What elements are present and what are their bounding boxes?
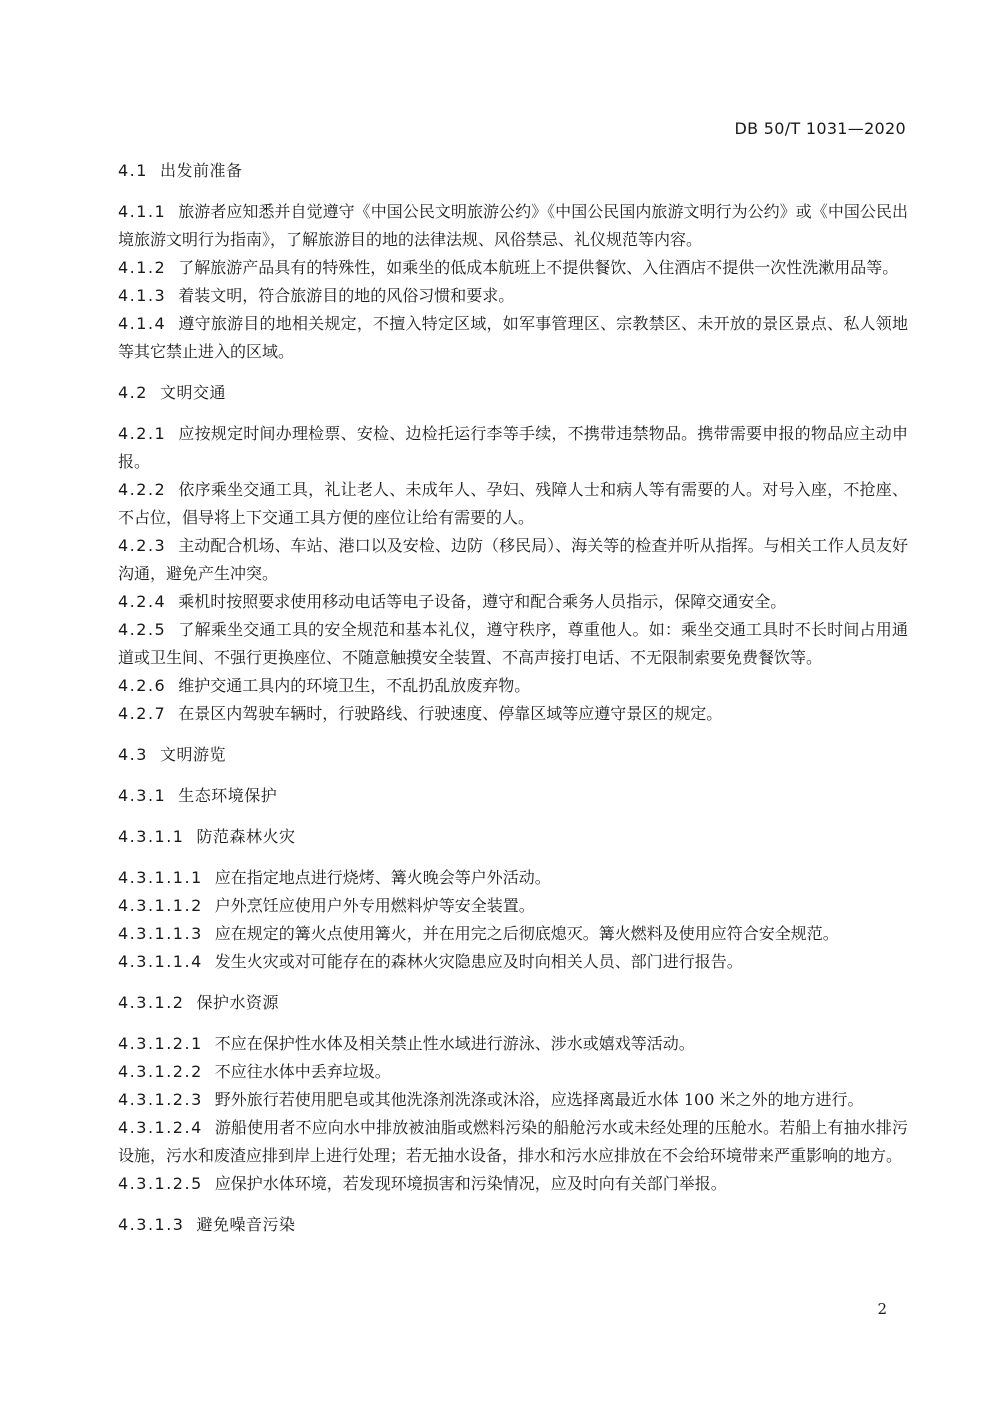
- heading-text: 防范森林火灾: [196, 827, 296, 846]
- clause-number: 4.2.2: [118, 480, 167, 499]
- section-heading: [118, 157, 908, 185]
- heading-text: 避免噪音污染: [196, 1215, 296, 1234]
- document-code: DB 50/T 1031—2020: [734, 119, 906, 138]
- clause-paragraph: [118, 420, 908, 476]
- clause-text: 着装文明，符合旅游目的地的风俗习惯和要求。: [178, 286, 515, 305]
- clause-number: 4.3.1.1.4: [118, 952, 203, 971]
- clause-number: 4.3.1.1.2: [118, 896, 203, 915]
- heading-text: 生态环境保护: [178, 786, 278, 805]
- section-heading: [118, 989, 908, 1017]
- clause-text: 不应在保护性水体及相关禁止性水域进行游泳、涉水或嬉戏等活动。: [214, 1034, 695, 1053]
- clause-paragraph: [118, 588, 908, 616]
- clause-number: 4.1.4: [118, 314, 167, 333]
- clause-paragraph: [118, 672, 908, 700]
- clause-paragraph: [118, 1058, 908, 1086]
- clause-paragraph: [118, 476, 908, 532]
- clause-number: 4.3: [118, 745, 148, 764]
- clause-text: 依序乘坐交通工具，礼让老人、未成年人、孕妇、残障人士和病人等有需要的人。对号入座，不抢座、不占位，倡导将上下交通工具方便的座位让给有需要的人。: [118, 480, 908, 527]
- clause-text: 游船使用者不应向水中排放被油脂或燃料污染的船舱污水或未经处理的压舱水。若船上有抽水排污设施，污水和废渣应排到岸上进行处理；若无抽水设备，排水和污水应排放在不会给环境带来严重影响的地方。: [118, 1118, 908, 1165]
- heading-text: 文明交通: [159, 383, 226, 402]
- clause-text: 发生火灾或对可能存在的森林火灾隐患应及时向相关人员、部门进行报告。: [214, 952, 743, 971]
- clause-text: 乘机时按照要求使用移动电话等电子设备，遵守和配合乘务人员指示，保障交通安全。: [178, 592, 787, 611]
- page-number: 2: [877, 1300, 887, 1318]
- section-heading: [118, 782, 908, 810]
- clause-text: 旅游者应知悉并自觉遵守《中国公民文明旅游公约》《中国公民国内旅游文明行为公约》或《中国公民出境旅游文明行为指南》，了解旅游目的地的法律法规、风俗禁忌、礼仪规范等内容。: [118, 202, 908, 249]
- clause-text: 了解旅游产品具有的特殊性，如乘坐的低成本航班上不提供餐饮、入住酒店不提供一次性洗漱用品等。: [178, 258, 899, 277]
- clause-paragraph: [118, 254, 908, 282]
- clause-number: 4.3.1.2.1: [118, 1034, 203, 1053]
- clause-text: 应在指定地点进行烧烤、篝火晚会等户外活动。: [214, 868, 551, 887]
- clause-text: 维护交通工具内的环境卫生，不乱扔乱放废弃物。: [178, 676, 531, 695]
- clause-number: 4.3.1.2.4: [118, 1118, 203, 1137]
- section-heading: [118, 823, 908, 851]
- clause-number: 4.3.1.2.3: [118, 1090, 203, 1109]
- document-body: [118, 157, 908, 1252]
- section-heading: [118, 379, 908, 407]
- clause-paragraph: [118, 1086, 908, 1114]
- clause-paragraph: [118, 920, 908, 948]
- clause-text: 了解乘坐交通工具的安全规范和基本礼仪，遵守秩序，尊重他人。如：乘坐交通工具时不长时间占用通道或卫生间、不强行更换座位、不随意触摸安全装置、不高声接打电话、不无限制索要免费餐饮等。: [118, 620, 908, 667]
- clause-paragraph: [118, 864, 908, 892]
- clause-text: 户外烹饪应使用户外专用燃料炉等安全装置。: [214, 896, 535, 915]
- clause-number: 4.2: [118, 383, 148, 402]
- clause-text: 遵守旅游目的地相关规定，不擅入特定区域，如军事管理区、宗教禁区、未开放的景区景点、私人领地等其它禁止进入的区域。: [118, 314, 908, 361]
- clause-paragraph: [118, 282, 908, 310]
- clause-number: 4.2.5: [118, 620, 167, 639]
- clause-text: 应在规定的篝火点使用篝火，并在用完之后彻底熄灭。篝火燃料及使用应符合安全规范。: [214, 924, 839, 943]
- clause-number: 4.3.1.2: [118, 993, 185, 1012]
- clause-number: 4.2.6: [118, 676, 167, 695]
- clause-number: 4.1.1: [118, 202, 167, 221]
- clause-paragraph: [118, 616, 908, 672]
- clause-paragraph: [118, 892, 908, 920]
- clause-text: 应保护水体环境，若发现环境损害和污染情况，应及时向有关部门举报。: [214, 1174, 727, 1193]
- clause-text: 在景区内驾驶车辆时，行驶路线、行驶速度、停靠区域等应遵守景区的规定。: [178, 704, 723, 723]
- clause-text: 主动配合机场、车站、港口以及安检、边防（移民局）、海关等的检查并听从指挥。与相关工作人员友好沟通，避免产生冲突。: [118, 536, 908, 583]
- clause-number: 4.2.4: [118, 592, 167, 611]
- clause-text: 不应往水体中丢弃垃圾。: [214, 1062, 391, 1081]
- clause-text: 应按规定时间办理检票、安检、边检托运行李等手续，不携带违禁物品。携带需要申报的物品应主动申报。: [118, 424, 908, 471]
- clause-paragraph: [118, 532, 908, 588]
- clause-paragraph: [118, 310, 908, 366]
- clause-number: 4.3.1.2.5: [118, 1174, 203, 1193]
- clause-number: 4.2.7: [118, 704, 167, 723]
- clause-number: 4.1.2: [118, 258, 167, 277]
- clause-number: 4.3.1.1.3: [118, 924, 203, 943]
- clause-number: 4.1: [118, 161, 148, 180]
- heading-text: 保护水资源: [196, 993, 279, 1012]
- section-heading: [118, 1211, 908, 1239]
- clause-number: 4.2.1: [118, 424, 167, 443]
- clause-number: 4.2.3: [118, 536, 167, 555]
- clause-text: 野外旅行若使用肥皂或其他洗涤剂洗涤或沐浴，应选择离最近水体 100 米之外的地方进行。: [214, 1090, 864, 1109]
- clause-number: 4.3.1.2.2: [118, 1062, 203, 1081]
- clause-number: 4.3.1.3: [118, 1215, 185, 1234]
- clause-paragraph: [118, 1170, 908, 1198]
- section-heading: [118, 741, 908, 769]
- heading-text: 出发前准备: [159, 161, 243, 180]
- clause-number: 4.3.1.1: [118, 827, 185, 846]
- clause-number: 4.3.1: [118, 786, 167, 805]
- heading-text: 文明游览: [159, 745, 226, 764]
- clause-paragraph: [118, 1030, 908, 1058]
- clause-number: 4.3.1.1.1: [118, 868, 203, 887]
- clause-number: 4.1.3: [118, 286, 167, 305]
- clause-paragraph: [118, 198, 908, 254]
- clause-paragraph: [118, 700, 908, 728]
- clause-paragraph: [118, 1114, 908, 1170]
- clause-paragraph: [118, 948, 908, 976]
